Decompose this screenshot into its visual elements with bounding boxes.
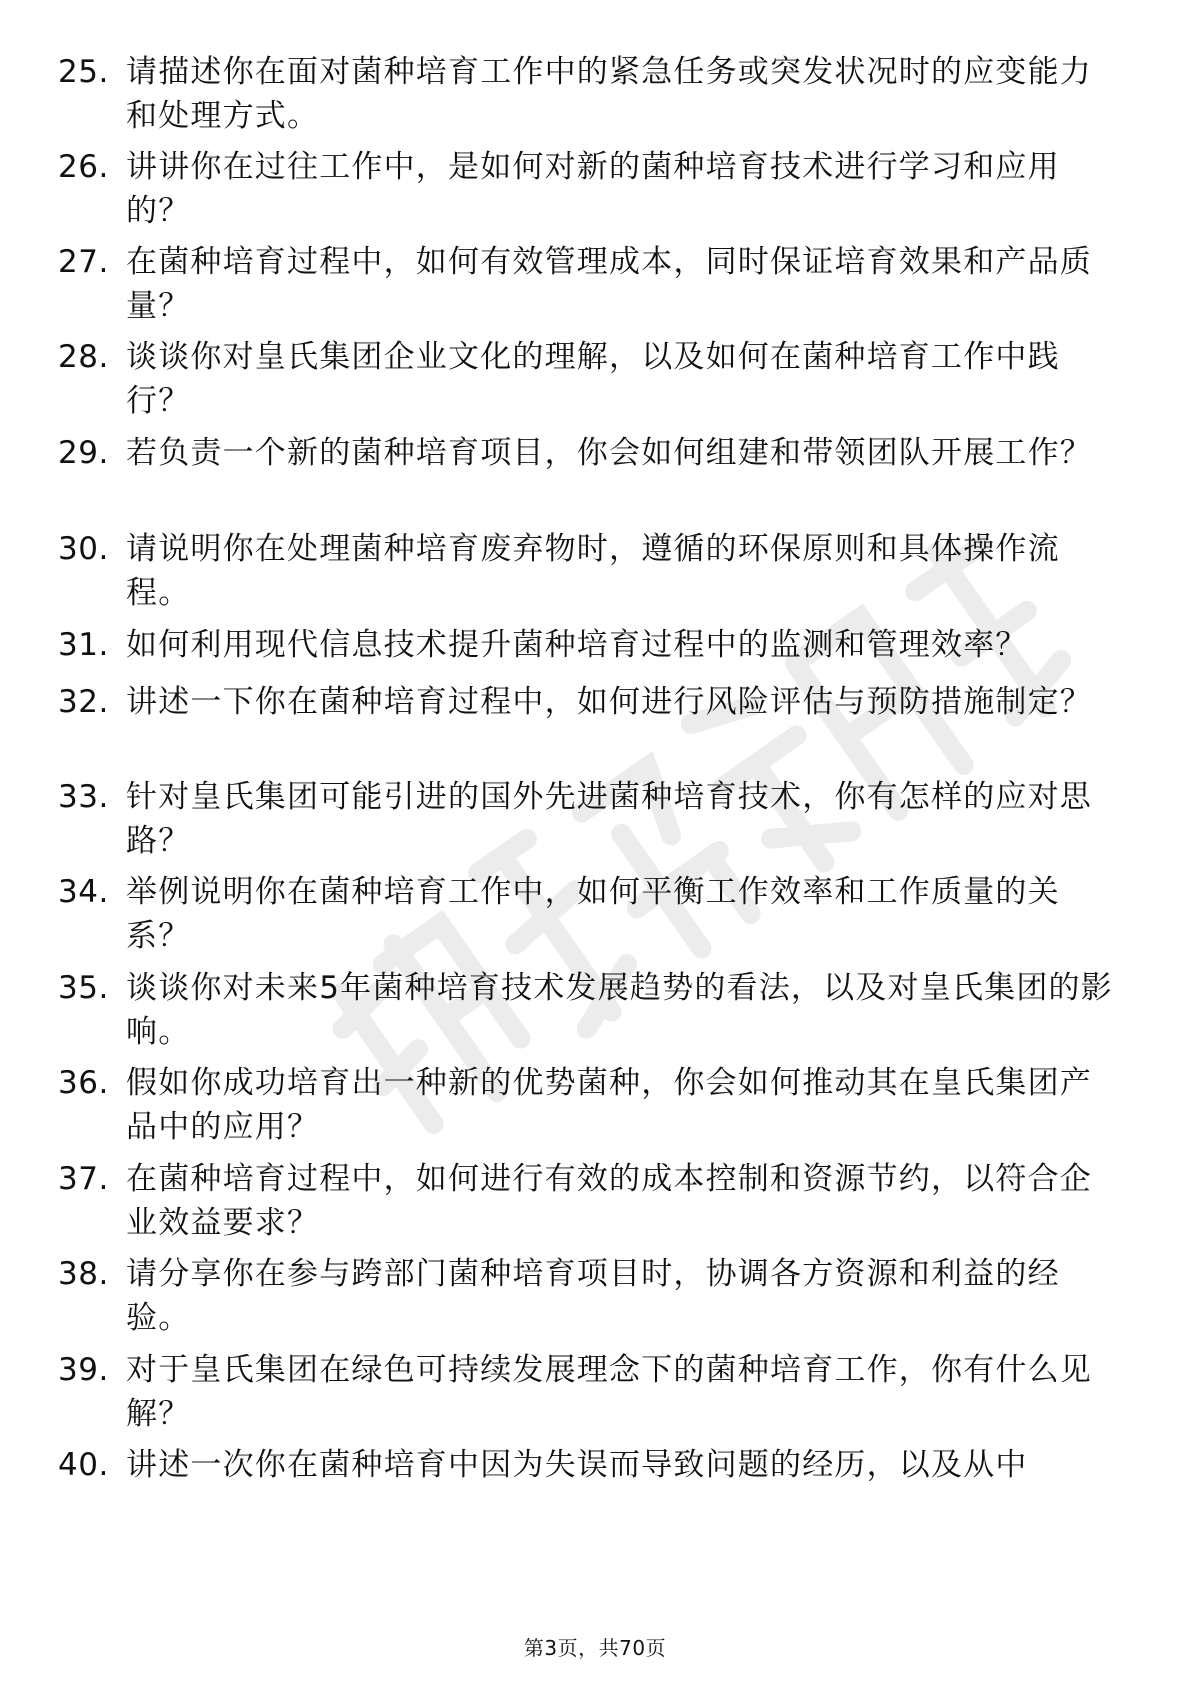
question-number: 27. — [58, 244, 109, 280]
question-text: 在菌种培育过程中，如何进行有效的成本控制和资源节约，以符合企业效益要求？ — [126, 1161, 1092, 1241]
question-text: 讲述一次你在菌种培育中因为失误而导致问题的经历，以及从中 — [126, 1447, 1028, 1483]
question-number: 29. — [58, 435, 109, 471]
question-text: 假如你成功培育出一种新的优势菌种，你会如何推动其在皇氏集团产品中的应用？ — [126, 1065, 1092, 1145]
question-number: 37. — [58, 1161, 109, 1197]
question-text: 针对皇氏集团可能引进的国外先进菌种培育技术，你有怎样的应对思路？ — [126, 779, 1092, 859]
question-text: 请说明你在处理菌种培育废弃物时，遵循的环保原则和具体操作流程。 — [126, 531, 1060, 611]
question-number: 25. — [58, 54, 109, 90]
question-text: 对于皇氏集团在绿色可持续发展理念下的菌种培育工作，你有什么见解？ — [126, 1352, 1092, 1432]
question-number: 38. — [58, 1256, 109, 1292]
question-text: 举例说明你在菌种培育工作中，如何平衡工作效率和工作质量的关系？ — [126, 874, 1060, 954]
question-text: 请分享你在参与跨部门菌种培育项目时，协调各方资源和利益的经验。 — [126, 1256, 1060, 1336]
question-number: 31. — [58, 627, 109, 663]
question-number: 35. — [58, 970, 109, 1006]
question-text: 在菌种培育过程中，如何有效管理成本，同时保证培育效果和产品质量？ — [126, 244, 1092, 324]
question-text: 如何利用现代信息技术提升菌种培育过程中的监测和管理效率？ — [126, 627, 1028, 663]
question-text: 谈谈你对皇氏集团企业文化的理解，以及如何在菌种培育工作中践行？ — [126, 339, 1060, 419]
question-text: 谈谈你对未来5年菌种培育技术发展趋势的看法，以及对皇氏集团的影响。 — [126, 970, 1113, 1050]
question-number: 40. — [58, 1447, 109, 1483]
question-number: 26. — [58, 149, 109, 185]
question-text: 讲讲你在过往工作中，是如何对新的菌种培育技术进行学习和应用的？ — [126, 149, 1060, 229]
page-number-footer: 第3页，共70页 — [523, 1636, 667, 1660]
question-number: 30. — [58, 531, 109, 567]
question-number: 32. — [58, 684, 109, 720]
question-number: 39. — [58, 1352, 109, 1388]
question-text: 请描述你在面对菌种培育工作中的紧急任务或突发状况时的应变能力和处理方式。 — [126, 54, 1092, 134]
question-number: 33. — [58, 779, 109, 815]
question-number: 28. — [58, 339, 109, 375]
question-text: 讲述一下你在菌种培育过程中，如何进行风险评估与预防措施制定？ — [126, 684, 1092, 720]
question-number: 34. — [58, 874, 109, 910]
question-number: 36. — [58, 1065, 109, 1101]
question-text: 若负责一个新的菌种培育项目，你会如何组建和带领团队开展工作？ — [126, 435, 1092, 471]
